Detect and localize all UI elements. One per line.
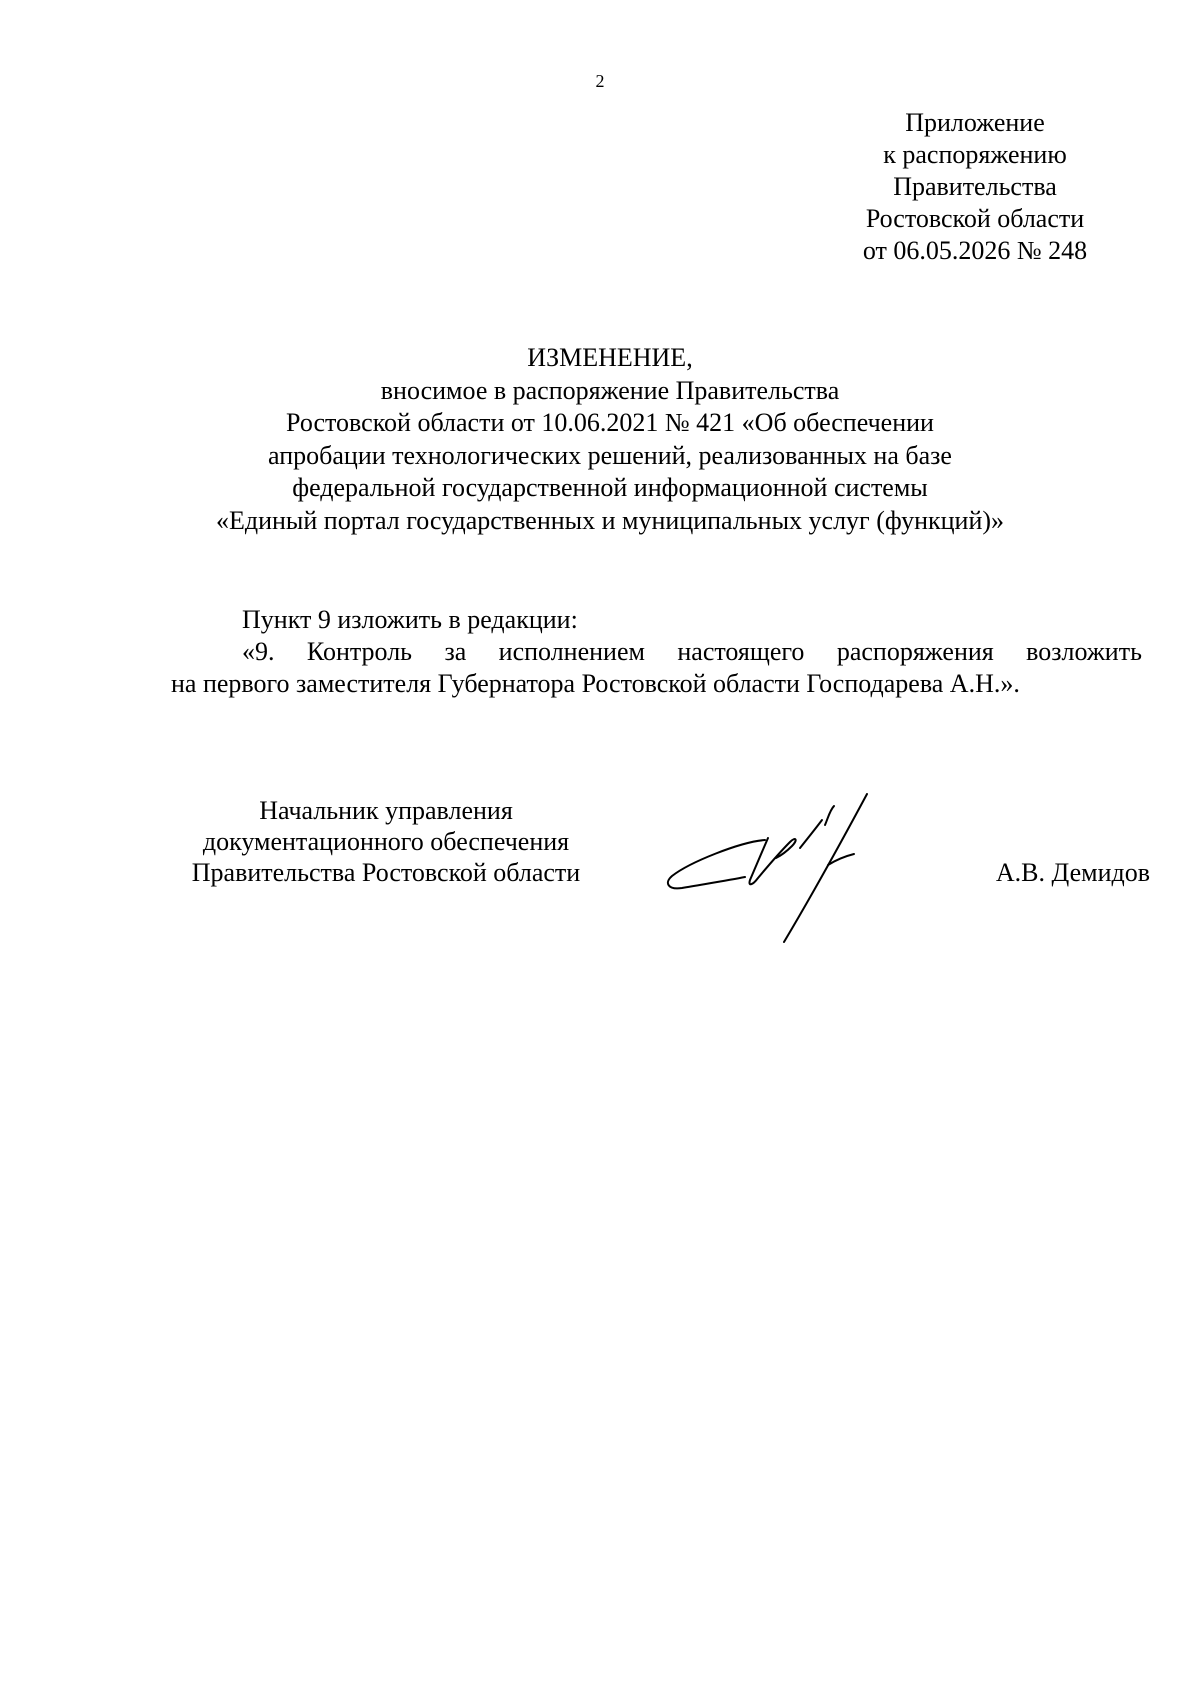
signer-position — [171, 795, 601, 888]
appendix-line: от 06.05.2026 № 248 — [862, 236, 1088, 265]
heading-line: «Единый портал государственных и муниципальных услуг (функций)» — [215, 505, 1005, 535]
clause-word: распоряжения — [836, 637, 994, 666]
signer-position-line: документационного обеспечения — [202, 827, 570, 856]
document-heading — [160, 342, 1060, 537]
appendix-line: Приложение — [905, 108, 1045, 137]
heading-line: Ростовской области от 10.06.2021 № 421 «Об обеспечении — [286, 408, 934, 437]
clause-last-line: на первого заместителя Губернатора Ростовской области Господарева А.Н.». — [171, 669, 1020, 698]
signer-name: А.В. Демидов — [995, 858, 1150, 887]
handwritten-signature — [650, 780, 950, 960]
heading-line: апробации технологических решений, реализованных на базе — [268, 440, 952, 470]
clause-word: Контроль — [306, 637, 413, 666]
appendix-block — [800, 107, 1150, 267]
clause-word: исполнением — [498, 637, 645, 666]
signer-position-line: Правительства Ростовской области — [191, 858, 581, 887]
heading-line: вносимое в распоряжение Правительства — [380, 375, 840, 405]
clause-first-line — [171, 636, 1142, 668]
heading-line: федеральной государственной информационной системы — [292, 473, 928, 502]
appendix-line: Правительства — [893, 172, 1057, 201]
clause-word: настоящего — [677, 637, 805, 666]
clause-word: возложить — [1026, 637, 1142, 666]
page-number: 2 — [595, 71, 605, 91]
clause-word: за — [444, 637, 467, 666]
clause-word: «9. — [242, 637, 275, 666]
appendix-line: к распоряжению — [883, 140, 1067, 169]
document-body — [171, 604, 1142, 700]
body-intro: Пункт 9 изложить в редакции: — [242, 605, 578, 634]
heading-title: ИЗМЕНЕНИЕ, — [527, 343, 693, 372]
signer-position-line: Начальник управления — [259, 796, 513, 825]
appendix-line: Ростовской области — [865, 204, 1085, 233]
